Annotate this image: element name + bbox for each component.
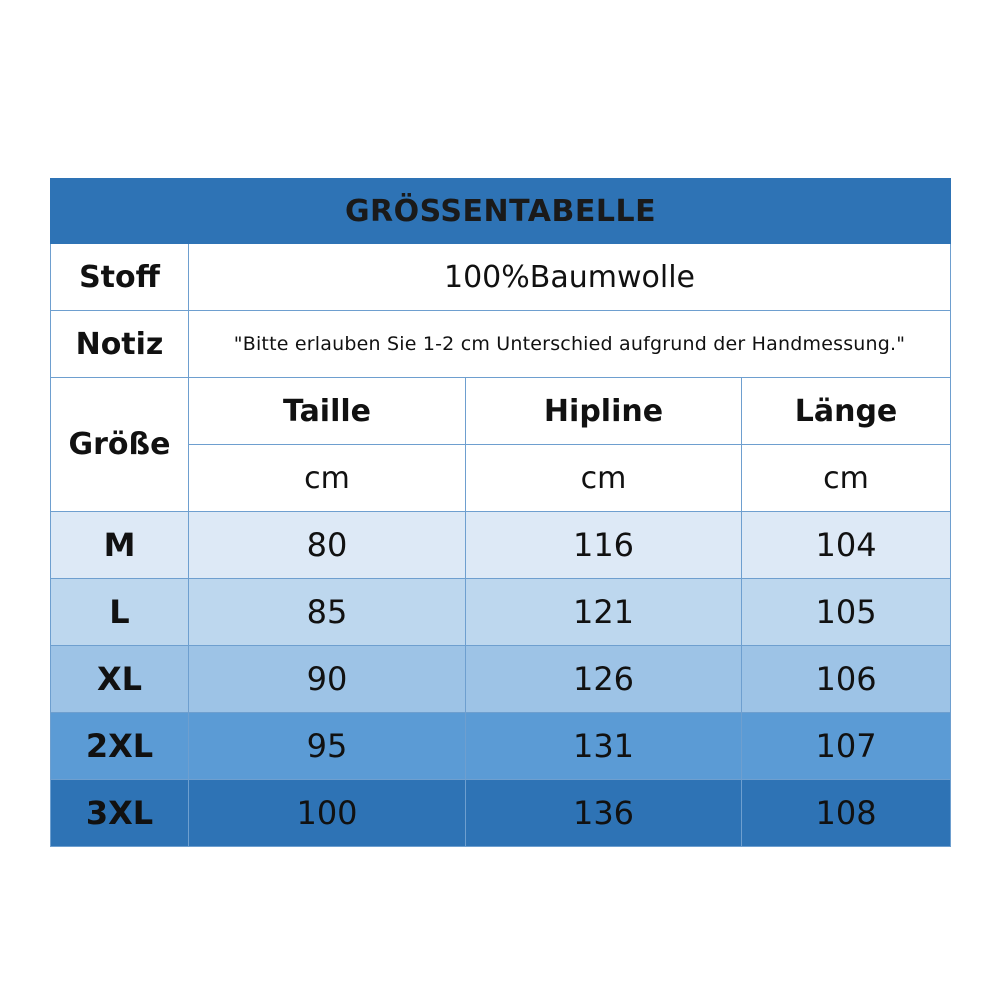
table-title: GRÖSSENTABELLE — [51, 179, 951, 244]
table-row — [51, 646, 951, 713]
size-header: Größe — [51, 378, 189, 512]
material-label: Stoff — [51, 244, 189, 311]
size-label: 2XL — [51, 713, 189, 780]
material-row — [51, 244, 951, 311]
laenge-value: 105 — [742, 579, 951, 646]
title-row — [51, 179, 951, 244]
table-row — [51, 512, 951, 579]
note-value: "Bitte erlauben Sie 1-2 cm Unterschied aufgrund der Handmessung." — [189, 311, 951, 378]
hipline-value: 136 — [466, 780, 742, 847]
laenge-value: 108 — [742, 780, 951, 847]
hipline-value: 121 — [466, 579, 742, 646]
size-chart-table — [50, 178, 951, 847]
table-row — [51, 579, 951, 646]
size-label: L — [51, 579, 189, 646]
hipline-value: 131 — [466, 713, 742, 780]
taille-value: 100 — [189, 780, 466, 847]
hipline-value: 126 — [466, 646, 742, 713]
laenge-value: 107 — [742, 713, 951, 780]
note-label: Notiz — [51, 311, 189, 378]
material-value: 100%Baumwolle — [189, 244, 951, 311]
unit-laenge: cm — [742, 445, 951, 512]
column-header-hipline: Hipline — [466, 378, 742, 445]
taille-value: 90 — [189, 646, 466, 713]
taille-value: 80 — [189, 512, 466, 579]
table-row — [51, 780, 951, 847]
column-header-taille: Taille — [189, 378, 466, 445]
hipline-value: 116 — [466, 512, 742, 579]
size-label: XL — [51, 646, 189, 713]
column-header-laenge: Länge — [742, 378, 951, 445]
laenge-value: 104 — [742, 512, 951, 579]
note-row — [51, 311, 951, 378]
taille-value: 95 — [189, 713, 466, 780]
column-header-row — [51, 378, 951, 445]
taille-value: 85 — [189, 579, 466, 646]
table-row — [51, 713, 951, 780]
laenge-value: 106 — [742, 646, 951, 713]
unit-taille: cm — [189, 445, 466, 512]
size-label: M — [51, 512, 189, 579]
size-label: 3XL — [51, 780, 189, 847]
unit-hipline: cm — [466, 445, 742, 512]
